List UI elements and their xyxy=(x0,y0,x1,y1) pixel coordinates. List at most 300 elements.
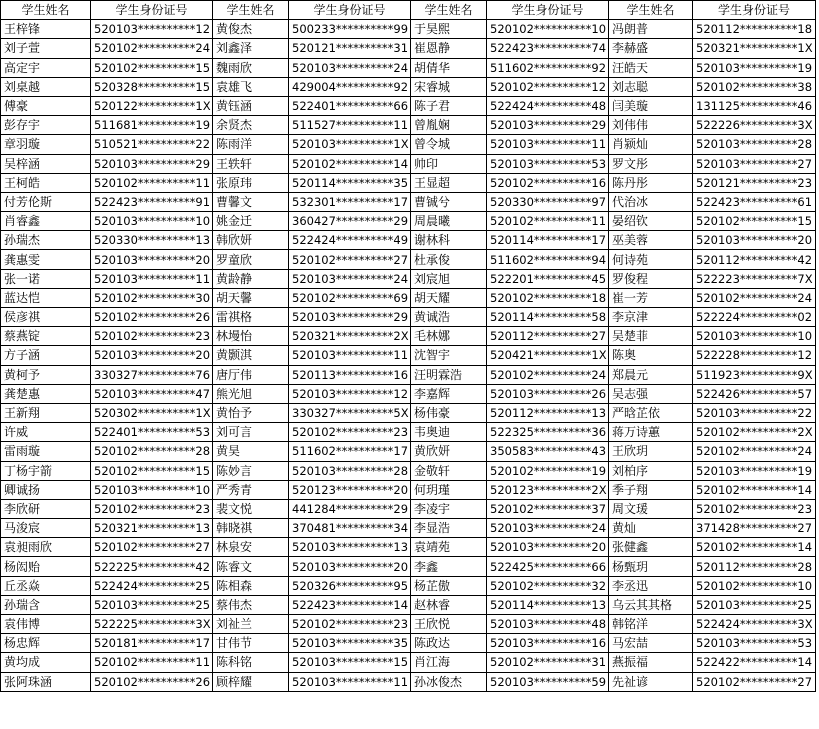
student-id-cell: 520103**********19 xyxy=(693,461,816,480)
student-id-cell: 520321**********1X xyxy=(693,39,816,58)
student-name-cell: 黄柯予 xyxy=(1,365,91,384)
student-name-cell: 崔恩静 xyxy=(411,39,487,58)
student-id-cell: 520328**********15 xyxy=(91,77,213,96)
student-id-cell: 520103**********11 xyxy=(91,269,213,288)
table-row xyxy=(1,576,816,595)
student-id-cell: 520326**********95 xyxy=(289,576,411,595)
student-id-cell: 520321**********2X xyxy=(289,327,411,346)
student-id-cell: 520122**********1X xyxy=(91,96,213,115)
student-id-cell: 522424**********48 xyxy=(487,96,609,115)
student-name-cell: 胡倩华 xyxy=(411,58,487,77)
student-name-cell: 甘伟节 xyxy=(213,634,289,653)
student-name-cell: 丘丞焱 xyxy=(1,576,91,595)
student-name-cell: 刘伟伟 xyxy=(609,116,693,135)
student-id-cell: 520121**********31 xyxy=(289,39,411,58)
student-id-cell: 522225**********3X xyxy=(91,615,213,634)
student-name-cell: 燕振福 xyxy=(609,653,693,672)
student-id-cell: 520103**********24 xyxy=(289,58,411,77)
student-name-cell: 陈相森 xyxy=(213,576,289,595)
student-id-cell: 330327**********5X xyxy=(289,403,411,422)
student-id-cell: 511602**********94 xyxy=(487,250,609,269)
student-name-cell: 黄诚浩 xyxy=(411,308,487,327)
student-id-cell: 520102**********16 xyxy=(487,173,609,192)
table-row xyxy=(1,595,816,614)
student-id-cell: 520102**********11 xyxy=(91,173,213,192)
student-id-cell: 522422**********14 xyxy=(693,653,816,672)
student-name-cell: 黄颢淇 xyxy=(213,346,289,365)
student-id-cell: 520102**********24 xyxy=(693,288,816,307)
student-name-cell: 陈丹彤 xyxy=(609,173,693,192)
student-name-cell: 吴志强 xyxy=(609,384,693,403)
student-name-cell: 黄昊 xyxy=(213,442,289,461)
student-name-cell: 王欣玥 xyxy=(609,442,693,461)
student-id-cell: 520102**********19 xyxy=(487,461,609,480)
student-name-cell: 冯朗普 xyxy=(609,20,693,39)
student-name-cell: 孙冰俊杰 xyxy=(411,672,487,691)
header-student-name: 学生姓名 xyxy=(411,1,487,20)
student-name-cell: 李赫盛 xyxy=(609,39,693,58)
student-name-cell: 王柯皓 xyxy=(1,173,91,192)
student-name-cell: 韩铭洋 xyxy=(609,615,693,634)
student-id-cell: 520102**********69 xyxy=(289,288,411,307)
student-id-cell: 522424**********25 xyxy=(91,576,213,595)
student-name-cell: 胡天耀 xyxy=(411,288,487,307)
student-name-cell: 马浚宸 xyxy=(1,519,91,538)
roster-body xyxy=(1,20,816,692)
student-name-cell: 丁杨宇箭 xyxy=(1,461,91,480)
student-name-cell: 张原玮 xyxy=(213,173,289,192)
student-name-cell: 于昊熙 xyxy=(411,20,487,39)
student-name-cell: 许威 xyxy=(1,423,91,442)
student-name-cell: 陈睿文 xyxy=(213,557,289,576)
table-row xyxy=(1,519,816,538)
student-id-cell: 520103**********48 xyxy=(487,615,609,634)
student-name-cell: 陈雨洋 xyxy=(213,135,289,154)
student-name-cell: 汪明霖浩 xyxy=(411,365,487,384)
student-name-cell: 汪皓天 xyxy=(609,58,693,77)
student-name-cell: 蔡燕锭 xyxy=(1,327,91,346)
student-id-cell: 520103**********10 xyxy=(91,480,213,499)
student-id-cell: 520102**********12 xyxy=(487,77,609,96)
student-id-cell: 520103**********29 xyxy=(487,116,609,135)
student-name-cell: 李嘉辉 xyxy=(411,384,487,403)
table-row xyxy=(1,269,816,288)
student-id-cell: 522225**********42 xyxy=(91,557,213,576)
student-name-cell: 黄怡予 xyxy=(213,403,289,422)
student-id-cell: 532301**********17 xyxy=(289,192,411,211)
student-name-cell: 刘志聪 xyxy=(609,77,693,96)
student-name-cell: 帅印 xyxy=(411,154,487,173)
student-name-cell: 刘祉兰 xyxy=(213,615,289,634)
student-id-cell: 520102**********24 xyxy=(91,39,213,58)
student-id-cell: 520102**********28 xyxy=(91,442,213,461)
table-row xyxy=(1,192,816,211)
student-name-cell: 沈智宇 xyxy=(411,346,487,365)
student-name-cell: 李京津 xyxy=(609,308,693,327)
student-name-cell: 傅豪 xyxy=(1,96,91,115)
student-id-cell: 520102**********23 xyxy=(289,615,411,634)
student-id-cell: 520103**********28 xyxy=(693,135,816,154)
table-row xyxy=(1,384,816,403)
student-id-cell: 350583**********43 xyxy=(487,442,609,461)
student-id-cell: 520102**********27 xyxy=(289,250,411,269)
student-id-cell: 520113**********16 xyxy=(289,365,411,384)
student-id-cell: 520102**********24 xyxy=(693,442,816,461)
table-row xyxy=(1,538,816,557)
table-row xyxy=(1,308,816,327)
student-name-cell: 黄均成 xyxy=(1,653,91,672)
student-name-cell: 韩欣妍 xyxy=(213,231,289,250)
student-name-cell: 雷雨璇 xyxy=(1,442,91,461)
student-name-cell: 方子涵 xyxy=(1,346,91,365)
student-name-cell: 肖江海 xyxy=(411,653,487,672)
student-id-cell: 520102**********37 xyxy=(487,499,609,518)
table-row xyxy=(1,327,816,346)
student-id-cell: 520102**********15 xyxy=(91,58,213,77)
student-id-cell: 520102**********27 xyxy=(693,672,816,691)
student-name-cell: 裴文悦 xyxy=(213,499,289,518)
student-id-cell: 520103**********12 xyxy=(289,384,411,403)
table-row xyxy=(1,250,816,269)
table-row xyxy=(1,403,816,422)
table-row xyxy=(1,77,816,96)
student-name-cell: 杨芷傲 xyxy=(411,576,487,595)
student-id-cell: 520103**********27 xyxy=(693,154,816,173)
table-row xyxy=(1,58,816,77)
student-name-cell: 罗俊程 xyxy=(609,269,693,288)
student-id-cell: 520112**********28 xyxy=(693,557,816,576)
table-row xyxy=(1,288,816,307)
student-name-cell: 宋睿城 xyxy=(411,77,487,96)
student-name-cell: 王欣悦 xyxy=(411,615,487,634)
student-id-cell: 520121**********23 xyxy=(693,173,816,192)
student-name-cell: 陈妙言 xyxy=(213,461,289,480)
student-name-cell: 谢林科 xyxy=(411,231,487,250)
student-name-cell: 曹馨文 xyxy=(213,192,289,211)
student-id-cell: 520302**********1X xyxy=(91,403,213,422)
student-name-cell: 曹铖兮 xyxy=(411,192,487,211)
student-name-cell: 严晗芷依 xyxy=(609,403,693,422)
student-name-cell: 严秀青 xyxy=(213,480,289,499)
table-row xyxy=(1,634,816,653)
student-id-cell: 520102**********23 xyxy=(289,423,411,442)
student-name-cell: 先祉谚 xyxy=(609,672,693,691)
student-name-cell: 王新翔 xyxy=(1,403,91,422)
student-name-cell: 黄欣妍 xyxy=(411,442,487,461)
student-id-cell: 522425**********66 xyxy=(487,557,609,576)
student-id-cell: 520103**********16 xyxy=(487,634,609,653)
student-name-cell: 张健鑫 xyxy=(609,538,693,557)
student-id-cell: 520421**********1X xyxy=(487,346,609,365)
student-name-cell: 黄钰涵 xyxy=(213,96,289,115)
student-id-cell: 520102**********2X xyxy=(693,423,816,442)
header-student-name: 学生姓名 xyxy=(1,1,91,20)
student-name-cell: 周文瑗 xyxy=(609,499,693,518)
student-name-cell: 蓝达恺 xyxy=(1,288,91,307)
table-row xyxy=(1,365,816,384)
student-name-cell: 刘可言 xyxy=(213,423,289,442)
student-id-cell: 522423**********91 xyxy=(91,192,213,211)
student-name-cell: 陈奥 xyxy=(609,346,693,365)
table-row xyxy=(1,672,816,691)
student-name-cell: 杜承俊 xyxy=(411,250,487,269)
student-name-cell: 彭存宇 xyxy=(1,116,91,135)
student-id-cell: 520102**********23 xyxy=(693,499,816,518)
table-row xyxy=(1,480,816,499)
student-id-cell: 522423**********61 xyxy=(693,192,816,211)
student-name-cell: 季子翔 xyxy=(609,480,693,499)
student-id-cell: 500233**********99 xyxy=(289,20,411,39)
student-id-cell: 520103**********20 xyxy=(289,557,411,576)
student-name-cell: 林墁怡 xyxy=(213,327,289,346)
student-name-cell: 晏绍钦 xyxy=(609,212,693,231)
student-id-cell: 522401**********53 xyxy=(91,423,213,442)
student-name-cell: 罗文彤 xyxy=(609,154,693,173)
student-id-cell: 520103**********20 xyxy=(91,346,213,365)
student-name-cell: 王显超 xyxy=(411,173,487,192)
student-id-cell: 520102**********26 xyxy=(91,672,213,691)
table-row xyxy=(1,154,816,173)
student-id-cell: 520330**********13 xyxy=(91,231,213,250)
student-id-cell: 522223**********7X xyxy=(693,269,816,288)
header-student-name: 学生姓名 xyxy=(213,1,289,20)
student-name-cell: 刘鑫泽 xyxy=(213,39,289,58)
student-id-cell: 520103**********28 xyxy=(289,461,411,480)
table-row xyxy=(1,615,816,634)
table-row xyxy=(1,116,816,135)
table-row xyxy=(1,557,816,576)
student-name-cell: 张阿珠涵 xyxy=(1,672,91,691)
student-id-cell: 520103**********24 xyxy=(487,519,609,538)
student-name-cell: 高定宇 xyxy=(1,58,91,77)
student-name-cell: 吴梓涵 xyxy=(1,154,91,173)
student-id-cell: 520103**********35 xyxy=(289,634,411,653)
student-id-cell: 520102**********27 xyxy=(91,538,213,557)
student-name-cell: 龚惠雯 xyxy=(1,250,91,269)
student-name-cell: 袁伟博 xyxy=(1,615,91,634)
student-name-cell: 孙瑞含 xyxy=(1,595,91,614)
student-id-cell: 370481**********34 xyxy=(289,519,411,538)
header-student-id: 学生身份证号 xyxy=(487,1,609,20)
student-id-cell: 520102**********10 xyxy=(487,20,609,39)
student-id-cell: 522426**********57 xyxy=(693,384,816,403)
student-id-cell: 520103**********20 xyxy=(91,250,213,269)
student-id-cell: 520103**********13 xyxy=(289,538,411,557)
student-name-cell: 曾令城 xyxy=(411,135,487,154)
student-name-cell: 龚楚惠 xyxy=(1,384,91,403)
header-student-id: 学生身份证号 xyxy=(91,1,213,20)
student-id-cell: 510521**********22 xyxy=(91,135,213,154)
student-id-cell: 520102**********15 xyxy=(91,461,213,480)
student-name-cell: 闫美璇 xyxy=(609,96,693,115)
student-id-cell: 522401**********66 xyxy=(289,96,411,115)
student-id-cell: 520102**********14 xyxy=(289,154,411,173)
student-name-cell: 陈科铭 xyxy=(213,653,289,672)
student-name-cell: 杨闳贻 xyxy=(1,557,91,576)
student-name-cell: 刘柏序 xyxy=(609,461,693,480)
student-id-cell: 520103**********20 xyxy=(693,231,816,250)
student-id-cell: 520102**********23 xyxy=(91,327,213,346)
table-row xyxy=(1,20,816,39)
student-id-cell: 520102**********23 xyxy=(91,499,213,518)
student-id-cell: 520102**********10 xyxy=(693,576,816,595)
student-name-cell: 蔡伟杰 xyxy=(213,595,289,614)
student-id-cell: 520103**********10 xyxy=(693,327,816,346)
student-id-cell: 520103**********20 xyxy=(487,538,609,557)
student-id-cell: 520103**********22 xyxy=(693,403,816,422)
header-student-id: 学生身份证号 xyxy=(693,1,816,20)
student-id-cell: 520123**********20 xyxy=(289,480,411,499)
student-name-cell: 乌云其其格 xyxy=(609,595,693,614)
student-name-cell: 毛林娜 xyxy=(411,327,487,346)
table-row xyxy=(1,442,816,461)
student-name-cell: 罗童欣 xyxy=(213,250,289,269)
student-id-cell: 371428**********27 xyxy=(693,519,816,538)
student-name-cell: 袁靖苑 xyxy=(411,538,487,557)
table-row xyxy=(1,39,816,58)
student-name-cell: 马宏喆 xyxy=(609,634,693,653)
table-row xyxy=(1,423,816,442)
student-id-cell: 520102**********11 xyxy=(91,653,213,672)
student-name-cell: 崔一芳 xyxy=(609,288,693,307)
student-id-cell: 511602**********17 xyxy=(289,442,411,461)
student-id-cell: 520112**********13 xyxy=(487,403,609,422)
student-id-cell: 520103**********11 xyxy=(289,672,411,691)
student-id-cell: 522226**********3X xyxy=(693,116,816,135)
student-name-cell: 吴楚菲 xyxy=(609,327,693,346)
student-name-cell: 何玥瑾 xyxy=(411,480,487,499)
student-name-cell: 肖颍灿 xyxy=(609,135,693,154)
student-id-cell: 520114**********13 xyxy=(487,595,609,614)
student-name-cell: 胡天馨 xyxy=(213,288,289,307)
header-row xyxy=(1,1,816,20)
student-id-cell: 511681**********19 xyxy=(91,116,213,135)
student-id-cell: 520103**********53 xyxy=(487,154,609,173)
student-id-cell: 520103**********47 xyxy=(91,384,213,403)
student-name-cell: 金敬轩 xyxy=(411,461,487,480)
student-name-cell: 唐厅伟 xyxy=(213,365,289,384)
student-id-cell: 520103**********1X xyxy=(289,135,411,154)
student-name-cell: 卿诚扬 xyxy=(1,480,91,499)
student-id-cell: 520103**********12 xyxy=(91,20,213,39)
student-id-cell: 520103**********11 xyxy=(289,346,411,365)
student-id-cell: 360427**********29 xyxy=(289,212,411,231)
student-id-cell: 520102**********30 xyxy=(91,288,213,307)
student-id-cell: 520103**********29 xyxy=(289,308,411,327)
student-id-cell: 520123**********2X xyxy=(487,480,609,499)
student-name-cell: 侯彦祺 xyxy=(1,308,91,327)
student-name-cell: 张一诺 xyxy=(1,269,91,288)
student-id-cell: 520321**********13 xyxy=(91,519,213,538)
student-id-cell: 522424**********49 xyxy=(289,231,411,250)
student-name-cell: 蒋万诗蕙 xyxy=(609,423,693,442)
student-name-cell: 陈子君 xyxy=(411,96,487,115)
student-name-cell: 杨伟豪 xyxy=(411,403,487,422)
table-row xyxy=(1,173,816,192)
student-name-cell: 章羽璇 xyxy=(1,135,91,154)
student-name-cell: 黄俊杰 xyxy=(213,20,289,39)
student-name-cell: 赵林睿 xyxy=(411,595,487,614)
student-name-cell: 李凌宇 xyxy=(411,499,487,518)
student-id-cell: 522325**********36 xyxy=(487,423,609,442)
student-id-cell: 522424**********3X xyxy=(693,615,816,634)
student-name-cell: 熊光旭 xyxy=(213,384,289,403)
student-id-cell: 520102**********14 xyxy=(693,538,816,557)
student-id-cell: 520103**********15 xyxy=(289,653,411,672)
student-id-cell: 520102**********18 xyxy=(487,288,609,307)
table-row xyxy=(1,653,816,672)
student-name-cell: 魏雨欣 xyxy=(213,58,289,77)
student-id-cell: 520181**********17 xyxy=(91,634,213,653)
student-id-cell: 520114**********17 xyxy=(487,231,609,250)
student-name-cell: 余贤杰 xyxy=(213,116,289,135)
student-id-cell: 131125**********46 xyxy=(693,96,816,115)
table-row xyxy=(1,135,816,154)
student-name-cell: 刘子萱 xyxy=(1,39,91,58)
student-name-cell: 李鑫 xyxy=(411,557,487,576)
student-id-cell: 520114**********58 xyxy=(487,308,609,327)
student-id-cell: 520102**********26 xyxy=(91,308,213,327)
student-id-cell: 520103**********53 xyxy=(693,634,816,653)
student-name-cell: 刘宸旭 xyxy=(411,269,487,288)
student-id-cell: 522423**********14 xyxy=(289,595,411,614)
student-id-cell: 520103**********11 xyxy=(487,135,609,154)
student-id-cell: 520103**********25 xyxy=(693,595,816,614)
student-id-cell: 520114**********35 xyxy=(289,173,411,192)
student-name-cell: 孙瑞杰 xyxy=(1,231,91,250)
student-name-cell: 李丞迅 xyxy=(609,576,693,595)
student-id-cell: 520102**********14 xyxy=(693,480,816,499)
student-name-cell: 巫美蓉 xyxy=(609,231,693,250)
student-name-cell: 杨忠辉 xyxy=(1,634,91,653)
student-id-cell: 520103**********26 xyxy=(487,384,609,403)
student-id-cell: 511602**********92 xyxy=(487,58,609,77)
student-id-cell: 522224**********02 xyxy=(693,308,816,327)
student-id-cell: 520103**********29 xyxy=(91,154,213,173)
student-id-cell: 522201**********45 xyxy=(487,269,609,288)
student-id-cell: 441284**********29 xyxy=(289,499,411,518)
table-row xyxy=(1,231,816,250)
student-id-cell: 520102**********24 xyxy=(487,365,609,384)
student-name-cell: 韩晓祺 xyxy=(213,519,289,538)
student-name-cell: 陈政达 xyxy=(411,634,487,653)
student-id-cell: 429004**********92 xyxy=(289,77,411,96)
student-id-cell: 520112**********42 xyxy=(693,250,816,269)
header-student-name: 学生姓名 xyxy=(609,1,693,20)
student-name-cell: 雷祺格 xyxy=(213,308,289,327)
student-name-cell: 韦奥迪 xyxy=(411,423,487,442)
student-name-cell: 何诗苑 xyxy=(609,250,693,269)
student-name-cell: 顾梓耀 xyxy=(213,672,289,691)
student-id-cell: 511923**********9X xyxy=(693,365,816,384)
student-name-cell: 刘桌越 xyxy=(1,77,91,96)
student-name-cell: 郑晨元 xyxy=(609,365,693,384)
student-name-cell: 代治冰 xyxy=(609,192,693,211)
student-id-cell: 520102**********32 xyxy=(487,576,609,595)
student-id-cell: 520102**********15 xyxy=(693,212,816,231)
student-id-cell: 522423**********74 xyxy=(487,39,609,58)
student-name-cell: 李欣研 xyxy=(1,499,91,518)
student-name-cell: 付芳伦斯 xyxy=(1,192,91,211)
student-name-cell: 袁昶雨欣 xyxy=(1,538,91,557)
student-name-cell: 黄灿 xyxy=(609,519,693,538)
student-id-cell: 520102**********38 xyxy=(693,77,816,96)
student-name-cell: 王轶轩 xyxy=(213,154,289,173)
table-row xyxy=(1,212,816,231)
table-row xyxy=(1,461,816,480)
student-id-cell: 330327**********76 xyxy=(91,365,213,384)
student-name-cell: 林泉安 xyxy=(213,538,289,557)
